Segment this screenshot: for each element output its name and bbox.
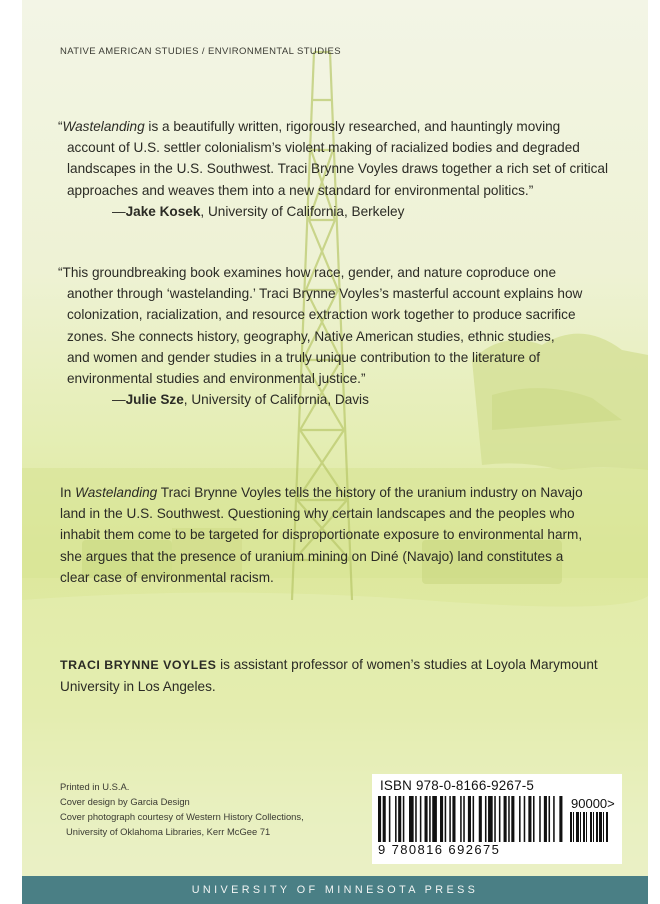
barcode-bar [425, 796, 428, 842]
barcode-bar [440, 796, 443, 842]
quote-line: environmental studies and environmental justice.” [67, 371, 366, 387]
barcode-bar [603, 812, 604, 842]
barcode-bar [549, 796, 551, 842]
barcode-bar [494, 796, 496, 842]
barcode-bar [420, 796, 422, 842]
barcode-bar [583, 812, 585, 842]
quote-line: approaches and weaves them into a new standard for environmental politics.” [67, 182, 534, 198]
barcode-bar [573, 812, 574, 842]
ean-barcode [378, 796, 564, 842]
quote-line: “This groundbreaking book examines how race, gender, and nature coproduce one [58, 265, 557, 280]
blurb-quote-kosek: “Wastelanding is a beautifully written, rigorously researched, and hauntingly moving account of U.S. settler colonialism’s violent making of racialized bodies and degraded landscapes in the U.S. Southwest. Traci Brynne Voyles draws together a rich set of critical approaches and weaves them into a new standard for environmental politics.” —Jake Kosek, University of California, Berkeley [58, 116, 618, 222]
quote-attribution: —Jake Kosek, University of California, Berkeley [112, 203, 405, 219]
price-code: 90000> [571, 796, 615, 811]
barcode-bar [596, 812, 598, 842]
barcode-bar [403, 796, 405, 842]
quote-line: zones. She connects history, geography, Native American studies, ethnic studies, [67, 328, 555, 344]
barcode-bar [415, 796, 417, 842]
author-name: TRACI BRYNNE VOYLES [60, 658, 217, 672]
barcode-bar [460, 796, 462, 842]
barcode-bar [499, 796, 501, 842]
barcode-bar [539, 796, 541, 842]
barcode-bar [508, 796, 510, 842]
reviewer-name: Julie Sze [125, 392, 184, 408]
barcode-bar [606, 812, 608, 842]
barcode-bar [576, 812, 579, 842]
barcode-bar [485, 796, 487, 842]
author-bio: TRACI BRYNNE VOYLES is assistant professor of women’s studies at Loyola Marymount University in Los Angeles. [60, 654, 620, 697]
description-line: she argues that the presence of uranium mining on Diné (Navajo) land constitutes a [60, 548, 564, 564]
barcode-bar [378, 796, 381, 842]
barcode-bar [452, 796, 455, 842]
barcode-bar [479, 796, 482, 842]
barcode-bar [580, 812, 581, 842]
isbn-barcode-block [372, 774, 622, 864]
barcode-bar [473, 796, 475, 842]
barcode-bar [488, 796, 493, 842]
quote-line: and women and gender studies in a truly unique contribution to the literature of [67, 349, 541, 365]
barcode-bar [593, 812, 594, 842]
barcode-bar [528, 796, 531, 842]
barcode-bar [468, 796, 471, 842]
quote-attribution: —Julie Sze, University of California, Davis [112, 392, 369, 408]
reviewer-name: Jake Kosek [125, 203, 201, 219]
printed-note: Printed in U.S.A. [60, 781, 130, 792]
cover-credits [60, 779, 304, 839]
barcode-bar [504, 796, 507, 842]
description-line: clear case of environmental racism. [60, 569, 274, 585]
quote-line: landscapes in the U.S. Southwest. Traci Brynne Voyles draws together a rich set of critical [67, 161, 608, 177]
publisher-band: UNIVERSITY OF MINNESOTA PRESS [22, 876, 648, 904]
barcode-bar [383, 796, 386, 842]
barcode-bar [559, 796, 562, 842]
barcode-bar [449, 796, 451, 842]
quote-line: colonization, racialization, and resource extraction work together to produce sacrifice [67, 307, 576, 323]
book-description: In Wastelanding Traci Brynne Voyles tells the history of the uranium industry on Navajo land in the U.S. Southwest. Questioning why certain landscapes and the peoples who inhabit them come to be targeted for disproportionate exposure to environmental harm, she argues that the presence of uranium mining on Diné (Navajo) land constitutes a clear case of environmental racism. [60, 482, 620, 588]
description-line: inhabit them come to be targeted for disproportionate exposure to environmental harm, [60, 527, 583, 543]
barcode-bar [544, 796, 547, 842]
barcode-bar [409, 796, 414, 842]
ean-digits: 9 780816 692675 [378, 842, 501, 857]
barcode-bar [429, 796, 431, 842]
design-credit: Cover design by Garcia Design [60, 796, 190, 807]
description-line: land in the U.S. Southwest. Questioning why certain landscapes and the peoples who [60, 506, 575, 522]
barcode-bar [432, 796, 437, 842]
photo-credit-continued: University of Oklahoma Libraries, Kerr McGee 71 [66, 826, 271, 837]
barcode-bar [445, 796, 447, 842]
barcode-bar [519, 796, 521, 842]
quote-line: another through ‘wastelanding.’ Traci Brynne Voyles’s masterful account explains how [67, 286, 583, 302]
barcode-bar [463, 796, 465, 842]
category-label: NATIVE AMERICAN STUDIES / ENVIRONMENTAL STUDIES [60, 46, 341, 57]
barcode-bar [586, 812, 587, 842]
author-bio-line: University in Los Angeles. [60, 679, 216, 695]
book-title: Wastelanding [62, 119, 145, 134]
barcode-bar [570, 812, 572, 842]
back-cover [22, 0, 648, 904]
isbn-number: ISBN 978-0-8166-9267-5 [380, 778, 535, 793]
barcode-bar [590, 812, 592, 842]
barcode-bar [395, 796, 397, 842]
barcode-bar [389, 796, 391, 842]
photo-credit: Cover photograph courtesy of Western History Collections, [60, 811, 304, 822]
price-barcode [570, 812, 616, 842]
barcode-bar [553, 796, 555, 842]
barcode-bar [524, 796, 526, 842]
blurb-quote-sze [58, 262, 618, 410]
book-title: Wastelanding [75, 485, 158, 500]
barcode-bar [511, 796, 514, 842]
barcode-bar [599, 812, 602, 842]
barcode-bar [398, 796, 401, 842]
quote-line: account of U.S. settler colonialism’s violent making of racialized bodies and degraded [67, 140, 580, 156]
barcode-bar [533, 796, 535, 842]
